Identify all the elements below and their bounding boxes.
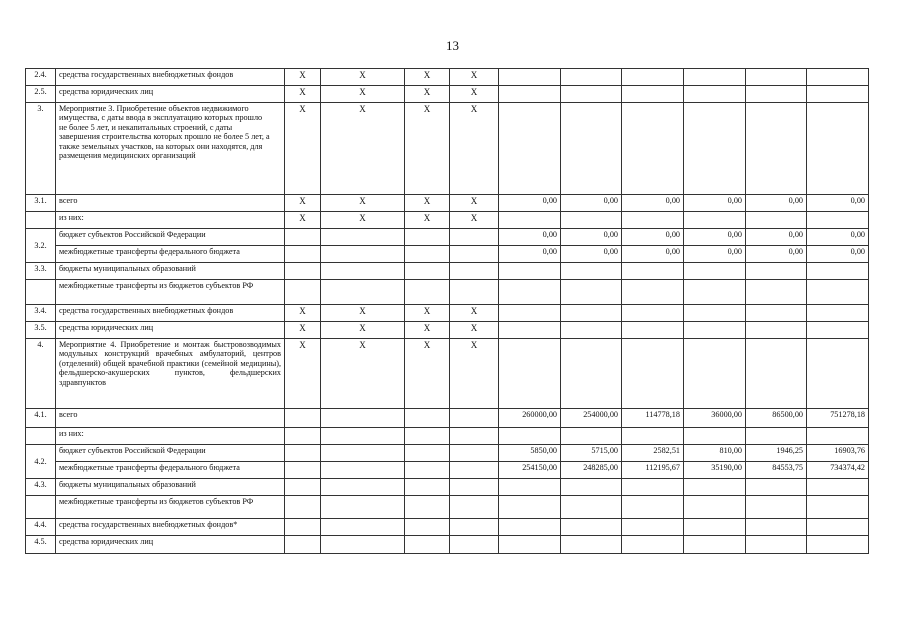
row-name: бюджеты муниципальных образований	[56, 479, 285, 496]
x-mark: X	[285, 322, 321, 339]
value-cell: 810,00	[684, 445, 746, 462]
x-mark: X	[450, 103, 499, 195]
value-cell: 734374,42	[807, 462, 869, 479]
x-mark: X	[450, 86, 499, 103]
value-cell: 254000,00	[561, 409, 622, 428]
row-number: 3.2.	[26, 229, 56, 263]
table-row	[26, 263, 869, 280]
row-name: всего	[56, 195, 285, 212]
x-mark: X	[321, 339, 405, 409]
x-mark: X	[321, 305, 405, 322]
x-mark: X	[285, 86, 321, 103]
row-name: бюджет субъектов Российской Федерации	[56, 229, 285, 246]
row-name: средства юридических лиц	[56, 536, 285, 554]
row-name: Мероприятие 3. Приобретение объектов недвижимого имущества, с даты ввода в эксплуатацию которых прошло не более 5 лет, и некапитальных строений, с даты завершения строительства которых прошло не более 5 лет, а также земельных участков, на которых они находятся, для размещения медицинских организаций	[56, 103, 285, 195]
x-mark: X	[321, 86, 405, 103]
value-cell: 0,00	[561, 229, 622, 246]
row-number: 2.4.	[26, 69, 56, 86]
row-name: бюджеты муниципальных образований	[56, 263, 285, 280]
x-mark: X	[285, 195, 321, 212]
x-mark: X	[450, 69, 499, 86]
table-row	[26, 305, 869, 322]
value-cell: 260000,00	[499, 409, 561, 428]
row-number: 3.	[26, 103, 56, 195]
x-mark: X	[285, 69, 321, 86]
row-number: 4.2.	[26, 445, 56, 479]
row-number: 4.1.	[26, 409, 56, 428]
table-row	[26, 462, 869, 479]
table-row	[26, 428, 869, 445]
budget-table	[25, 68, 869, 554]
value-cell: 0,00	[499, 195, 561, 212]
row-number: 4.4.	[26, 519, 56, 536]
value-cell: 0,00	[684, 229, 746, 246]
table-row	[26, 519, 869, 536]
x-mark: X	[405, 212, 450, 229]
row-number: 3.4.	[26, 305, 56, 322]
table-row	[26, 479, 869, 496]
x-mark: X	[450, 195, 499, 212]
x-mark: X	[405, 103, 450, 195]
x-mark: X	[450, 339, 499, 409]
table-row	[26, 86, 869, 103]
row-number: 4.5.	[26, 536, 56, 554]
x-mark: X	[321, 103, 405, 195]
value-cell: 0,00	[807, 195, 869, 212]
value-cell: 114778,18	[622, 409, 684, 428]
x-mark: X	[450, 305, 499, 322]
row-name: всего	[56, 409, 285, 428]
x-mark: X	[321, 195, 405, 212]
value-cell: 0,00	[499, 229, 561, 246]
x-mark: X	[285, 212, 321, 229]
row-name: средства государственных внебюджетных фондов	[56, 305, 285, 322]
table-row	[26, 195, 869, 212]
row-name: средства государственных внебюджетных фондов*	[56, 519, 285, 536]
value-cell: 254150,00	[499, 462, 561, 479]
value-cell: 0,00	[561, 246, 622, 263]
table-row	[26, 445, 869, 462]
row-name: межбюджетные трансферты федерального бюджета	[56, 246, 285, 263]
x-mark: X	[405, 69, 450, 86]
row-name: межбюджетные трансферты федерального бюджета	[56, 462, 285, 479]
value-cell: 0,00	[622, 246, 684, 263]
x-mark: X	[405, 86, 450, 103]
value-cell: 35190,00	[684, 462, 746, 479]
value-cell: 1946,25	[746, 445, 807, 462]
table-row	[26, 229, 869, 246]
value-cell: 0,00	[622, 229, 684, 246]
x-mark: X	[405, 339, 450, 409]
table-row	[26, 536, 869, 554]
page-number: 13	[446, 38, 459, 53]
value-cell: 0,00	[807, 229, 869, 246]
value-cell: 0,00	[746, 195, 807, 212]
row-number: 4.3.	[26, 479, 56, 496]
value-cell: 0,00	[684, 195, 746, 212]
table-row	[26, 103, 869, 195]
value-cell: 0,00	[561, 195, 622, 212]
row-number: 3.3.	[26, 263, 56, 280]
row-name: средства юридических лиц	[56, 86, 285, 103]
x-mark: X	[405, 305, 450, 322]
x-mark: X	[321, 322, 405, 339]
value-cell: 0,00	[807, 246, 869, 263]
value-cell: 751278,18	[807, 409, 869, 428]
x-mark: X	[321, 212, 405, 229]
row-name: средства государственных внебюджетных фондов	[56, 69, 285, 86]
row-number: 3.1.	[26, 195, 56, 212]
table-row	[26, 409, 869, 428]
row-name: из них:	[56, 428, 285, 445]
value-cell: 2582,51	[622, 445, 684, 462]
row-name: межбюджетные трансферты из бюджетов субъектов РФ	[56, 496, 285, 519]
value-cell: 36000,00	[684, 409, 746, 428]
value-cell: 0,00	[746, 246, 807, 263]
value-cell: 248285,00	[561, 462, 622, 479]
x-mark: X	[405, 195, 450, 212]
row-number: 2.5.	[26, 86, 56, 103]
value-cell: 84553,75	[746, 462, 807, 479]
value-cell: 5715,00	[561, 445, 622, 462]
table-row	[26, 212, 869, 229]
x-mark: X	[450, 322, 499, 339]
table-row	[26, 246, 869, 263]
row-number: 4.	[26, 339, 56, 409]
value-cell: 5850,00	[499, 445, 561, 462]
table-row	[26, 339, 869, 409]
x-mark: X	[450, 212, 499, 229]
value-cell: 86500,00	[746, 409, 807, 428]
row-number: 3.5.	[26, 322, 56, 339]
table-row	[26, 322, 869, 339]
value-cell: 0,00	[499, 246, 561, 263]
table-row	[26, 280, 869, 305]
value-cell: 0,00	[746, 229, 807, 246]
value-cell: 0,00	[622, 195, 684, 212]
row-name: средства юридических лиц	[56, 322, 285, 339]
value-cell: 0,00	[684, 246, 746, 263]
x-mark: X	[285, 339, 321, 409]
table-row	[26, 496, 869, 519]
x-mark: X	[285, 103, 321, 195]
table-row	[26, 69, 869, 86]
x-mark: X	[321, 69, 405, 86]
row-name: из них:	[56, 212, 285, 229]
x-mark: X	[405, 322, 450, 339]
value-cell: 112195,67	[622, 462, 684, 479]
value-cell: 16903,76	[807, 445, 869, 462]
row-name: бюджет субъектов Российской Федерации	[56, 445, 285, 462]
row-name: Мероприятие 4. Приобретение и монтаж быстровозводимых модульных конструкций врачебных амбулаторий, центров (отделений) общей врачебной практики (семейной медицины), фельдшерско-акушерских пунктов, фельдшерских здравпунктов	[56, 339, 285, 409]
x-mark: X	[285, 305, 321, 322]
row-name: межбюджетные трансферты из бюджетов субъектов РФ	[56, 280, 285, 305]
